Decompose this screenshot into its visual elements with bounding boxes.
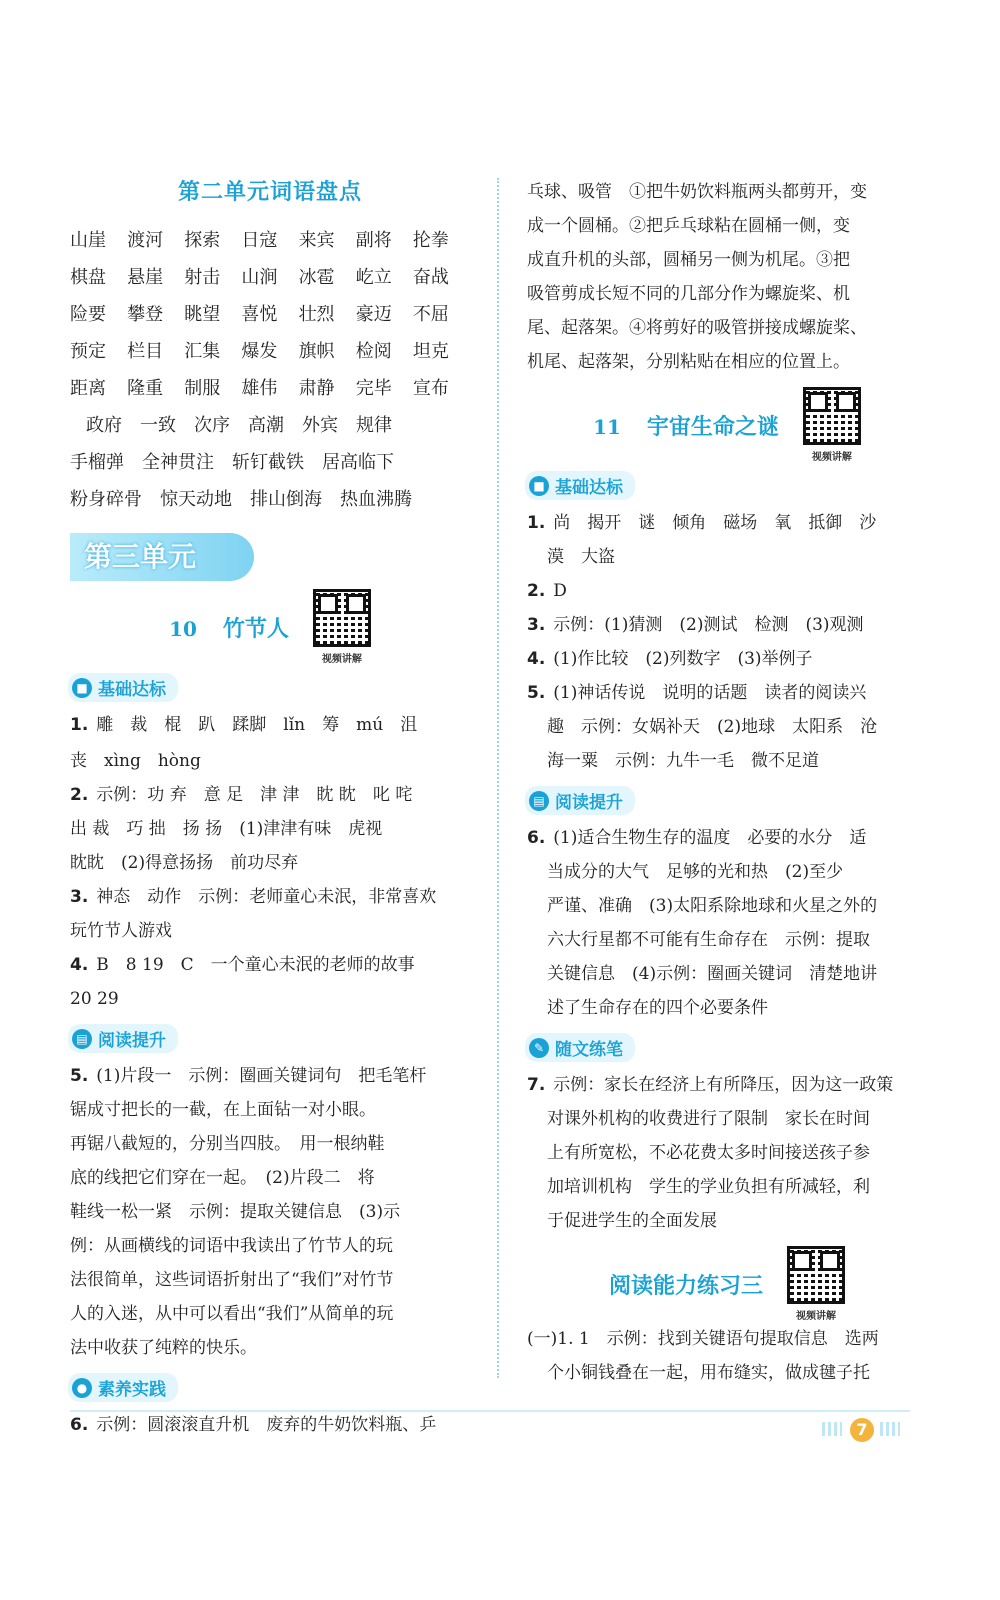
- vocab-word: 距离: [70, 378, 106, 399]
- vocab-word: 规律: [356, 415, 392, 436]
- vocab-word: 眺望: [184, 304, 221, 325]
- answer-text: 六大行星都不可能有生命存在 示例：提取: [547, 930, 870, 950]
- answer-text: 出 裁 巧 拙 扬 扬 (1)津津有味 虎视: [70, 819, 383, 839]
- answer-text: 个小铜钱叠在一起，用布缝实，做成毽子托: [547, 1363, 870, 1383]
- question-1: 1. 尚 揭开 谜 倾角 磁场 氧 抵御 沙 漠 大盗: [527, 506, 927, 574]
- answer-text: 漠 大盗: [547, 547, 615, 567]
- vocab-word: 山崖: [70, 230, 106, 251]
- answer-text: 当成分的大气 足够的光和热 (2)至少: [547, 862, 844, 882]
- page-decoration: [880, 1422, 900, 1436]
- vocab-word: 探索: [184, 230, 221, 251]
- question-2: 2. D: [527, 581, 567, 601]
- answer-text: 尾、起落架。④将剪好的吸管拼接成螺旋桨、: [527, 318, 867, 338]
- answer-text: 尚 揭开 谜 倾角 磁场 氧 抵御 沙: [553, 513, 877, 533]
- answer-text: 加培训机构 学生的学业负担有所减轻，利: [547, 1177, 870, 1197]
- unit2-word-row: [70, 448, 470, 474]
- answer-text: 法很简单，这些词语折射出了“我们”对竹节: [70, 1270, 394, 1290]
- qr-code[interactable]: [787, 1246, 845, 1322]
- lesson-name: 宇宙生命之谜: [646, 414, 779, 440]
- vocab-word: 斩钉截铁: [232, 452, 304, 473]
- answer-text: B 8 19 C 一个童心未泯的老师的故事: [96, 955, 415, 975]
- section-label: 基础达标: [98, 680, 166, 700]
- vocab-word: 预定: [70, 341, 106, 362]
- lesson-number: 11: [593, 414, 621, 439]
- vocab-word: 政府: [86, 415, 122, 436]
- vocab-word: 喜悦: [241, 304, 278, 325]
- vocab-word: 粉身碎骨: [70, 489, 142, 510]
- lesson11-title: [593, 410, 779, 441]
- answer-text: 人的入迷，从中可以看出“我们”从简单的玩: [70, 1304, 394, 1324]
- answer-text: D: [553, 581, 567, 601]
- vocab-word: 惊天动地: [160, 489, 232, 510]
- reading-icon: ▤: [529, 791, 549, 811]
- qr-code-icon: [803, 387, 861, 445]
- vocab-word: 检阅: [355, 341, 392, 362]
- answer-text: 海一粟 示例：九牛一毛 微不足道: [547, 751, 819, 771]
- section-label: 阅读提升: [555, 793, 623, 813]
- reading-icon: ▤: [72, 1029, 92, 1049]
- section-title: 阅读能力练习三: [608, 1273, 763, 1299]
- answer-text: 趣 示例：女娲补天 (2)地球 太阳系 沧: [547, 717, 878, 737]
- vocab-word: 日寇: [241, 230, 278, 251]
- section-tag-basic: [525, 471, 635, 500]
- unit3-banner: 第三单元: [70, 533, 254, 581]
- column-divider: [497, 178, 499, 1378]
- vocab-word: 险要: [70, 304, 106, 325]
- question-4: 4. B 8 19 C 一个童心未泯的老师的故事 20 29: [70, 948, 470, 1016]
- unit2-title: 第二单元词语盘点: [177, 180, 362, 205]
- vocab-word: 一致: [140, 415, 176, 436]
- vocab-word: 壮烈: [298, 304, 335, 325]
- vocab-word: 屹立: [355, 267, 392, 288]
- unit2-word-grid: [70, 226, 470, 400]
- section-tag-writing: [525, 1033, 635, 1062]
- answer-text: 雕 裁 棍 趴 蹂脚 lǐn 筹 mú 沮: [96, 715, 418, 735]
- book-icon: ■: [72, 678, 92, 698]
- vocab-word: 抡拳: [412, 230, 449, 251]
- qr-code[interactable]: [803, 387, 861, 463]
- vocab-word: 攀登: [127, 304, 164, 325]
- vocab-word: 外宾: [302, 415, 338, 436]
- question-4: 4. (1)作比较 (2)列数字 (3)举例子: [527, 649, 813, 669]
- answer-text: 示例：圆滚滚直升机 废弃的牛奶饮料瓶、乒: [96, 1415, 437, 1435]
- lesson11-header: [527, 387, 927, 463]
- answer-text: 机尾、起落架，分别粘贴在相应的位置上。: [527, 352, 850, 372]
- vocab-word: 奋战: [412, 267, 449, 288]
- unit2-word-row: [70, 411, 470, 437]
- section-label: 阅读提升: [98, 1031, 166, 1051]
- answer-text: 述了生命存在的四个必要条件: [547, 998, 768, 1018]
- answer-text: 例：从画横线的词语中我读出了竹节人的玩: [70, 1236, 393, 1256]
- section-label: 素养实践: [98, 1380, 166, 1400]
- right-column: [527, 175, 927, 1390]
- answer-text: 示例：功 弃 意 足 津 津 眈 眈 叱 咤: [96, 785, 413, 805]
- vocab-word: 棋盘: [70, 267, 106, 288]
- question-5: 5. (1)片段一 示例：圈画关键词句 把毛笔杆 锯成寸把长的一截，在上面钻一对小眼。 再锯八截短的，分别当四肢。 用一根纳鞋 底的线把它们穿在一起。 (2)片段二 将 鞋线一松一紧 示例：提取关键信息 (3)示 例：从画横线的词语中我读出了竹节人的玩 法很简单，这些词语折射出了“我们”对竹节 人的入迷，从中可以看出“我们”从简单的玩 法中收获了纯粹的快乐。: [70, 1059, 470, 1365]
- vocab-word: 制服: [184, 378, 221, 399]
- section-tag-reading: [525, 786, 635, 815]
- vocab-word: 宣布: [412, 378, 449, 399]
- answer-text: 示例：(1)猜测 (2)测试 检测 (3)观测: [553, 615, 864, 635]
- question-7: 7. 示例：家长在经济上有所降压，因为这一政策 对课外机构的收费进行了限制 家长在时间 上有所宽松，不必花费太多时间接送孩子参 加培训机构 学生的学业负担有所减轻，利 于促进学生的全面发展: [527, 1068, 927, 1238]
- section-label: 基础达标: [555, 478, 623, 498]
- answer-text: 成一个圆桶。②把乒乓球粘在圆桶一侧，变: [527, 216, 850, 236]
- left-column: [70, 175, 470, 1442]
- answer-text: (1)片段一 示例：圈画关键词句 把毛笔杆: [96, 1066, 427, 1086]
- qr-code[interactable]: [313, 589, 371, 665]
- answer-text: 锯成寸把长的一截，在上面钻一对小眼。: [70, 1100, 376, 1120]
- vocab-word: 居高临下: [322, 452, 394, 473]
- vocab-word: 完毕: [355, 378, 392, 399]
- vocab-word: 来宾: [298, 230, 335, 251]
- answer-text: 关键信息 (4)示例：圈画关键词 清楚地讲: [547, 964, 878, 984]
- question-6: 6. 示例：圆滚滚直升机 废弃的牛奶饮料瓶、乒: [70, 1415, 437, 1435]
- vocab-word: 冰雹: [298, 267, 335, 288]
- answer-text: (1)作比较 (2)列数字 (3)举例子: [553, 649, 813, 669]
- answer-text: (1)适合生物生存的温度 必要的水分 适: [553, 828, 867, 848]
- vocab-word: 副将: [355, 230, 392, 251]
- vocab-word: 渡河: [127, 230, 164, 251]
- answer-text: (一)1. 1 示例：找到关键语句提取信息 选两: [527, 1329, 879, 1349]
- answer-text: 底的线把它们穿在一起。 (2)片段二 将: [70, 1168, 375, 1188]
- section-tag-practice: [68, 1373, 178, 1402]
- answer-text: 成直升机的头部，圆桶另一侧为机尾。③把: [527, 250, 850, 270]
- vocab-word: 不屈: [412, 304, 449, 325]
- answer-text: 乓球、吸管 ①把牛奶饮料瓶两头都剪开，变: [527, 182, 867, 202]
- footer-rule: [70, 1410, 910, 1412]
- answer-text: 法中收获了纯粹的快乐。: [70, 1338, 257, 1358]
- vocab-word: 手榴弹: [70, 452, 124, 473]
- vocab-word: 旗帜: [298, 341, 335, 362]
- lesson-number: 10: [169, 616, 197, 641]
- vocab-word: 栏目: [127, 341, 164, 362]
- question-6-continued: [527, 175, 927, 379]
- answer-text: 再锯八截短的，分别当四肢。 用一根纳鞋: [70, 1134, 385, 1154]
- answer-text: 于促进学生的全面发展: [547, 1211, 717, 1231]
- answer-text: 丧 xìng hòng: [70, 751, 201, 771]
- vocab-word: 热血沸腾: [340, 489, 412, 510]
- section-label: 随文练笔: [555, 1040, 623, 1060]
- answer-text: 鞋线一松一紧 示例：提取关键信息 (3)示: [70, 1202, 401, 1222]
- lesson10-title: [169, 612, 289, 643]
- qr-code-icon: [313, 589, 371, 647]
- vocab-word: 射击: [184, 267, 221, 288]
- answer-text: 严谨、准确 (3)太阳系除地球和火星之外的: [547, 896, 878, 916]
- question-3: 3. 示例：(1)猜测 (2)测试 检测 (3)观测: [527, 615, 864, 635]
- answer-text: 20 29: [70, 989, 119, 1009]
- answer-text: 吸管剪成长短不同的几部分作为螺旋桨、机: [527, 284, 850, 304]
- vocab-word: 高潮: [248, 415, 284, 436]
- bulb-icon: ●: [72, 1378, 92, 1398]
- unit2-word-row: [70, 485, 470, 511]
- answer-text: 上有所宽松，不必花费太多时间接送孩子参: [547, 1143, 870, 1163]
- question-2: 2. 示例：功 弃 意 足 津 津 眈 眈 叱 咤 出 裁 巧 拙 扬 扬 (1)津津有味 虎视 眈眈 (2)得意扬扬 前功尽弃: [70, 778, 470, 880]
- reading3-title: [609, 1269, 763, 1300]
- book-icon: ■: [529, 476, 549, 496]
- lesson10-header: [70, 589, 470, 665]
- vocab-word: 肃静: [298, 378, 335, 399]
- question-3: 3. 神态 动作 示例：老师童心未泯，非常喜欢 玩竹节人游戏: [70, 880, 470, 948]
- vocab-word: 排山倒海: [250, 489, 322, 510]
- vocab-word: 山涧: [241, 267, 278, 288]
- vocab-word: 雄伟: [241, 378, 278, 399]
- answer-text: 眈眈 (2)得意扬扬 前功尽弃: [70, 853, 299, 873]
- answer-text: 示例：家长在经济上有所降压，因为这一政策: [553, 1075, 894, 1095]
- vocab-word: 全神贯注: [142, 452, 214, 473]
- qr-caption: 视频讲解: [811, 452, 852, 463]
- reading3-header: [527, 1246, 927, 1322]
- vocab-word: 汇集: [184, 341, 221, 362]
- vocab-word: 爆发: [241, 341, 278, 362]
- answer-text: 对课外机构的收费进行了限制 家长在时间: [547, 1109, 870, 1129]
- qr-caption: 视频讲解: [796, 1311, 836, 1322]
- lesson-name: 竹节人: [222, 616, 289, 642]
- question-5: 5. (1)神话传说 说明的话题 读者的阅读兴 趣 示例：女娲补天 (2)地球 太阳系 沧 海一粟 示例：九牛一毛 微不足道: [527, 676, 927, 778]
- page-decoration: [822, 1422, 842, 1436]
- vocab-word: 悬崖: [127, 267, 164, 288]
- reading3-answers: [527, 1322, 927, 1390]
- qr-caption: 视频讲解: [321, 654, 362, 665]
- page-number: 7: [850, 1418, 874, 1442]
- vocab-word: 次序: [194, 415, 230, 436]
- vocab-word: 坦克: [412, 341, 449, 362]
- question-1: 1. 雕 裁 棍 趴 蹂脚 lǐn 筹 mú 沮 丧 xìng hòng: [70, 708, 470, 778]
- qr-code-icon: [787, 1246, 845, 1304]
- answer-text: 玩竹节人游戏: [70, 921, 172, 941]
- pencil-icon: ✎: [529, 1038, 549, 1058]
- question-6: 6. (1)适合生物生存的温度 必要的水分 适 当成分的大气 足够的光和热 (2)至少 严谨、准确 (3)太阳系除地球和火星之外的 六大行星都不可能有生命存在 示例：提取 关键信息 (4)示例：圈画关键词 清楚地讲 述了生命存在的四个必要条件: [527, 821, 927, 1025]
- section-tag-basic: [68, 673, 178, 702]
- answer-text: 神态 动作 示例：老师童心未泯，非常喜欢: [96, 887, 437, 907]
- vocab-word: 隆重: [127, 378, 164, 399]
- section-tag-reading: [68, 1024, 178, 1053]
- answer-text: (1)神话传说 说明的话题 读者的阅读兴: [553, 683, 867, 703]
- vocab-word: 豪迈: [355, 304, 392, 325]
